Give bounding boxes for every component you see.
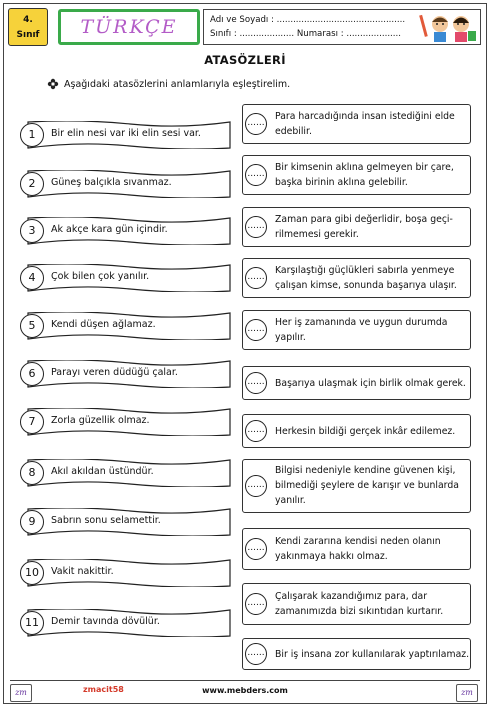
footer-logo-right: zm <box>456 684 478 702</box>
proverb-number: 9 <box>20 510 44 534</box>
subject-title: TÜRKÇE <box>58 9 200 45</box>
grade-number: 4. <box>23 15 33 25</box>
grade-label: Sınıf <box>16 30 40 40</box>
proverb-number: 11 <box>20 611 44 635</box>
answer-blank[interactable]: ...... <box>245 372 267 394</box>
meaning-line: Karşılaştığı güçlükleri sabırla yenmeye <box>275 265 455 276</box>
instruction-text: Aşağıdaki atasözlerini anlamlarıyla eşleştirelim. <box>64 78 291 90</box>
meaning-text <box>275 212 453 242</box>
meaning-item <box>242 155 471 195</box>
proverb-number: 1 <box>20 123 44 147</box>
footer-divider <box>10 680 480 681</box>
meaning-text <box>275 263 457 293</box>
answer-blank[interactable]: ...... <box>245 113 267 135</box>
proverb-number: 2 <box>20 172 44 196</box>
meaning-text <box>275 315 448 345</box>
meaning-text <box>275 376 466 391</box>
proverb-item <box>20 408 232 436</box>
meaning-line: Para harcadığında insan istediğini elde <box>275 111 455 122</box>
proverb-text: Bir elin nesi var iki elin sesi var. <box>51 128 201 139</box>
proverb-item <box>20 121 232 149</box>
proverb-text: Parayı veren düdüğü çalar. <box>51 367 178 378</box>
proverb-number: 8 <box>20 461 44 485</box>
answer-blank[interactable]: ...... <box>245 475 267 497</box>
meaning-item <box>242 528 471 570</box>
proverb-item <box>20 360 232 388</box>
proverb-item <box>20 217 232 245</box>
meaning-line: Çalışarak kazandığımız para, dar <box>275 591 428 602</box>
meaning-item <box>242 366 471 400</box>
meaning-line: rilmemesi gerekir. <box>275 229 359 240</box>
meaning-text <box>275 589 443 619</box>
meaning-line: Kendi zararına kendisi neden olanın <box>275 536 441 547</box>
instruction <box>47 78 290 90</box>
meaning-text <box>275 160 454 190</box>
proverb-number: 5 <box>20 314 44 338</box>
proverb-item <box>20 559 232 587</box>
meaning-line: çalışan kimse, sonunda başarıya ulaşır. <box>275 280 457 291</box>
proverb-item <box>20 508 232 536</box>
meaning-text <box>275 463 459 508</box>
worksheet-title: ATASÖZLERİ <box>204 53 286 67</box>
meaning-item <box>242 414 471 448</box>
class-number-line: Sınıfı : .................... Numarası : .................... <box>210 29 401 39</box>
meaning-line: yapılır. <box>275 332 306 343</box>
meaning-line: başka birinin aklına gelebilir. <box>275 177 408 188</box>
meaning-line: Başarıya ulaşmak için birlik olmak gerek. <box>275 378 466 389</box>
proverb-text: Kendi düşen ağlamaz. <box>51 319 156 330</box>
meaning-item <box>242 459 471 513</box>
meaning-item <box>242 583 471 625</box>
meaning-line: Bir kimsenin aklına gelmeyen bir çare, <box>275 162 454 173</box>
proverb-text: Zorla güzellik olmaz. <box>51 415 150 426</box>
proverb-number: 4 <box>20 266 44 290</box>
proverb-text: Ak akçe kara gün içindir. <box>51 224 168 235</box>
flower-bullet-icon <box>47 78 59 90</box>
proverb-item <box>20 170 232 198</box>
proverb-text: Vakit nakittir. <box>51 566 114 577</box>
meaning-line: edebilir. <box>275 126 312 137</box>
meaning-item <box>242 207 471 247</box>
meaning-text <box>275 647 469 662</box>
meaning-item <box>242 104 471 144</box>
meaning-line: Bilgisi nedeniyle kendine güvenen kişi, <box>275 465 456 476</box>
proverb-text: Sabrın sonu selamettir. <box>51 515 161 526</box>
meaning-item <box>242 638 471 670</box>
meaning-line: Herkesin bildiği gerçek inkâr edilemez. <box>275 426 456 437</box>
kids-illustration-icon <box>418 11 478 43</box>
proverb-item <box>20 459 232 487</box>
proverb-number: 10 <box>20 561 44 585</box>
proverb-text: Güneş balçıkla sıvanmaz. <box>51 177 172 188</box>
answer-blank[interactable]: ...... <box>245 420 267 442</box>
proverb-text: Çok bilen çok yanılır. <box>51 271 150 282</box>
meaning-line: bilmediği şeylere de karışır ve bunlarda <box>275 480 459 491</box>
proverb-item <box>20 609 232 637</box>
name-line: Adı ve Soyadı : ............................................... <box>210 15 406 25</box>
footer-url[interactable]: www.mebders.com <box>202 686 288 695</box>
meaning-line: zamanımızda bizi sıkıntıdan kurtarır. <box>275 606 444 617</box>
footer-tag: zmacit58 <box>83 685 124 694</box>
proverb-number: 6 <box>20 362 44 386</box>
proverb-number: 7 <box>20 410 44 434</box>
meaning-text <box>275 534 441 564</box>
meaning-line: yanılır. <box>275 495 306 506</box>
meaning-item <box>242 310 471 350</box>
proverb-text: Demir tavında dövülür. <box>51 616 160 627</box>
proverb-item <box>20 312 232 340</box>
meaning-item <box>242 258 471 298</box>
proverb-text: Akıl akıldan üstündür. <box>51 466 154 477</box>
answer-blank[interactable]: ...... <box>245 538 267 560</box>
meaning-line: yakınmaya hakkı olmaz. <box>275 551 388 562</box>
footer-logo-left: zm <box>10 684 32 702</box>
proverb-item <box>20 264 232 292</box>
meaning-line: Zaman para gibi değerlidir, boşa geçi- <box>275 214 453 225</box>
grade-badge <box>8 8 48 46</box>
meaning-text <box>275 424 455 439</box>
answer-blank[interactable]: ...... <box>245 164 267 186</box>
meaning-line: Bir iş insana zor kullanılarak yaptırılamaz. <box>275 649 470 660</box>
proverb-number: 3 <box>20 219 44 243</box>
meaning-line: Her iş zamanında ve uygun durumda <box>275 317 448 328</box>
answer-blank[interactable]: ...... <box>245 643 267 665</box>
meaning-text <box>275 109 455 139</box>
answer-blank[interactable]: ...... <box>245 319 267 341</box>
answer-blank[interactable]: ...... <box>245 267 267 289</box>
answer-blank[interactable]: ...... <box>245 593 267 615</box>
answer-blank[interactable]: ...... <box>245 216 267 238</box>
